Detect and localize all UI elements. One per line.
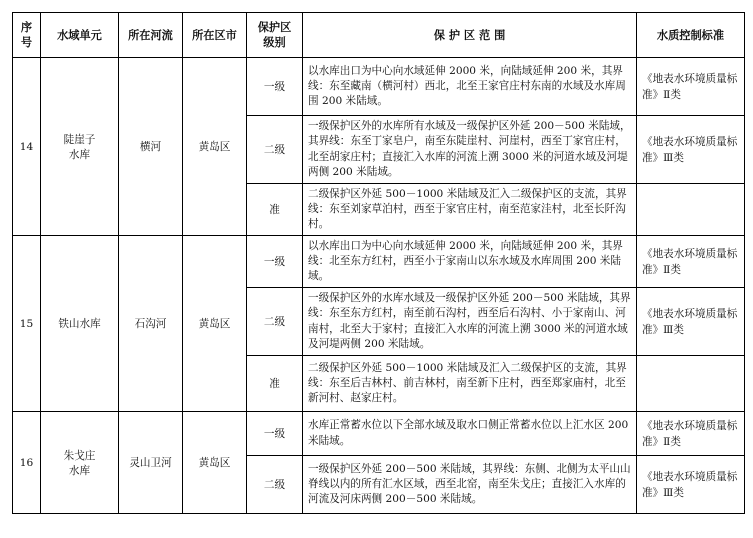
table-row bbox=[13, 236, 745, 288]
unit-cell: 朱戈庄 水库 bbox=[41, 412, 119, 514]
level-cell: 一级 bbox=[247, 412, 303, 456]
scope-cell: 以水库出口为中心向水域延伸 2000 米，向陆域延伸 200 米，其界线：北至东方红村，西至小于家南山以东水域及水库周围 200 米陆域。 bbox=[303, 236, 637, 288]
scope-cell: 一级保护区外的水库所有水域及一级保护区外延 200－500 米陆域，其界线：东至丁家皂户，南至东陡崖村、河崖村，西至丁家官庄村，北至胡家庄村；直接汇入水库的河流上溯 3000 米的河道水域及河堤两侧 200 米陆域。 bbox=[303, 116, 637, 184]
seq-cell: 16 bbox=[13, 412, 41, 514]
level-cell: 二级 bbox=[247, 116, 303, 184]
header-standard: 水质控制标准 bbox=[637, 13, 745, 58]
district-cell: 黄岛区 bbox=[183, 236, 247, 412]
header-seq: 序 号 bbox=[13, 13, 41, 58]
header-river: 所在河流 bbox=[119, 13, 183, 58]
district-cell: 黄岛区 bbox=[183, 412, 247, 514]
unit-cell: 陡崖子 水库 bbox=[41, 58, 119, 236]
scope-cell: 以水库出口为中心向水域延伸 2000 米，向陆域延伸 200 米，其界线：东至藏南（横河村）西北，北至王家官庄村东南的水域及水库周围 200 米陆域。 bbox=[303, 58, 637, 116]
river-cell: 灵山卫河 bbox=[119, 412, 183, 514]
standard-cell bbox=[637, 184, 745, 236]
unit-cell: 铁山水库 bbox=[41, 236, 119, 412]
scope-cell: 一级保护区外延 200－500 米陆域，其界线：东侧、北侧为太平山山脊线以内的所有汇水区域，西至北窑，南至朱戈庄；直接汇入水库的河流及河床两侧 200－500 米陆域。 bbox=[303, 456, 637, 514]
district-cell: 黄岛区 bbox=[183, 58, 247, 236]
level-cell: 二级 bbox=[247, 456, 303, 514]
level-cell: 准 bbox=[247, 356, 303, 412]
level-cell: 一级 bbox=[247, 236, 303, 288]
level-cell: 准 bbox=[247, 184, 303, 236]
scope-cell: 二级保护区外延 500－1000 米陆域及汇入二级保护区的支流，其界线：东至后吉林村、前吉林村，南至新下庄村，西至郑家庙村，北至新河村、赵家庄村。 bbox=[303, 356, 637, 412]
seq-cell: 15 bbox=[13, 236, 41, 412]
header-level: 保护区 级别 bbox=[247, 13, 303, 58]
header-row bbox=[13, 13, 745, 58]
header-district: 所在区市 bbox=[183, 13, 247, 58]
scope-cell: 二级保护区外延 500－1000 米陆域及汇入二级保护区的支流，其界线：东至刘家草泊村，西至于家官庄村，南至范家洼村，北至长阡沟村。 bbox=[303, 184, 637, 236]
river-cell: 横河 bbox=[119, 58, 183, 236]
standard-cell: 《地表水环境质量标准》Ⅲ类 bbox=[637, 116, 745, 184]
water-source-protection-table bbox=[12, 12, 745, 514]
standard-cell: 《地表水环境质量标准》Ⅱ类 bbox=[637, 58, 745, 116]
header-scope: 保 护 区 范 围 bbox=[303, 13, 637, 58]
table-row bbox=[13, 58, 745, 116]
scope-cell: 一级保护区外的水库水域及一级保护区外延 200－500 米陆域，其界线：东至东方红村，南至前石沟村，西至后石沟村、小于家南山、河南村，北至大于家村；直接汇入水库的河流上溯 3000 米的河道水域及河堤两侧 200 米陆域。 bbox=[303, 288, 637, 356]
header-unit: 水域单元 bbox=[41, 13, 119, 58]
standard-cell: 《地表水环境质量标准》Ⅲ类 bbox=[637, 288, 745, 356]
standard-cell: 《地表水环境质量标准》Ⅱ类 bbox=[637, 236, 745, 288]
level-cell: 二级 bbox=[247, 288, 303, 356]
standard-cell bbox=[637, 356, 745, 412]
standard-cell: 《地表水环境质量标准》Ⅱ类 bbox=[637, 412, 745, 456]
standard-cell: 《地表水环境质量标准》Ⅲ类 bbox=[637, 456, 745, 514]
scope-cell: 水库正常蓄水位以下全部水域及取水口侧正常蓄水位以上汇水区 200 米陆域。 bbox=[303, 412, 637, 456]
table-row bbox=[13, 412, 745, 456]
river-cell: 石沟河 bbox=[119, 236, 183, 412]
seq-cell: 14 bbox=[13, 58, 41, 236]
level-cell: 一级 bbox=[247, 58, 303, 116]
